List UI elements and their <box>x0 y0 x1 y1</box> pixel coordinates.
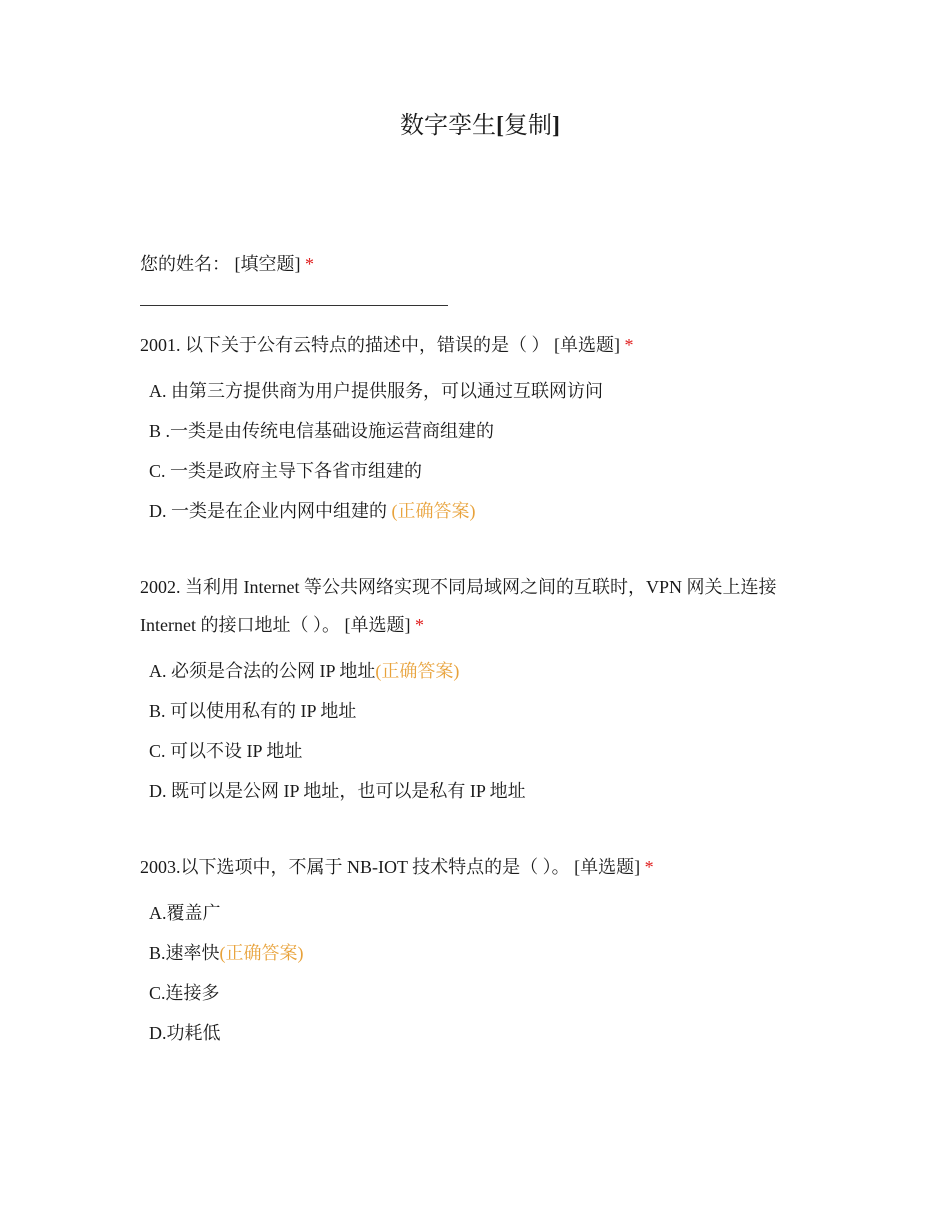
question-2003 <box>140 848 810 1053</box>
option-a[interactable] <box>149 651 810 691</box>
question-text <box>140 326 810 364</box>
question-stem: 2002. 当利用 Internet 等公共网络实现不同局域网之间的互联时，VPN 网关上连接 Internet 的接口地址（ ）。 <box>140 577 777 635</box>
option-list <box>140 371 810 531</box>
page-title <box>0 108 950 144</box>
option-list <box>140 651 810 811</box>
option-label: A.覆盖广 <box>149 903 221 923</box>
option-d[interactable] <box>149 1013 810 1053</box>
option-b[interactable] <box>149 933 810 973</box>
question-2002 <box>140 568 810 811</box>
option-label: B.速率快 <box>149 943 220 963</box>
question-type-tag: [填空题] <box>234 254 301 274</box>
option-c[interactable] <box>149 973 810 1013</box>
question-2001 <box>140 326 810 531</box>
title-suffix: 复制 <box>504 113 552 139</box>
title-main: 数字孪生 <box>400 113 496 139</box>
name-label: 您的姓名： <box>140 254 230 274</box>
option-label: C.连接多 <box>149 983 220 1003</box>
correct-answer-tag: (正确答案) <box>219 943 304 963</box>
name-question <box>140 245 810 283</box>
option-list <box>140 893 810 1053</box>
required-mark: * <box>414 615 424 635</box>
question-type-tag: [单选题] <box>554 335 620 355</box>
required-mark: * <box>305 254 314 274</box>
question-stem: 2001. 以下关于公有云特点的描述中，错误的是（ ） <box>140 335 550 355</box>
correct-answer-tag: (正确答案) <box>375 661 460 681</box>
option-c[interactable] <box>149 731 810 771</box>
option-label: A. 必须是合法的公网 IP 地址 <box>149 661 376 681</box>
option-label: C. 可以不设 IP 地址 <box>149 741 303 761</box>
question-stem: 2003.以下选项中，不属于 NB-IOT 技术特点的是（ ）。 <box>140 857 570 877</box>
option-b[interactable] <box>149 691 810 731</box>
option-label: D. 既可以是公网 IP 地址，也可以是私有 IP 地址 <box>149 781 526 801</box>
correct-answer-tag: (正确答案) <box>391 501 476 521</box>
option-a[interactable] <box>149 371 810 411</box>
option-d[interactable] <box>149 491 810 531</box>
option-label: D.功耗低 <box>149 1023 221 1043</box>
question-text <box>140 568 810 644</box>
required-mark: * <box>644 857 654 877</box>
option-b[interactable] <box>149 411 810 451</box>
option-label: B .一类是由传统电信基础设施运营商组建的 <box>149 421 495 441</box>
question-type-tag: [单选题] <box>344 615 411 635</box>
name-question-text <box>140 245 810 283</box>
question-type-tag: [单选题] <box>574 857 641 877</box>
required-mark: * <box>624 335 634 355</box>
option-c[interactable] <box>149 451 810 491</box>
option-label: D. 一类是在企业内网中组建的 <box>149 501 392 521</box>
title-bracket-close: ] <box>552 113 560 139</box>
option-a[interactable] <box>149 893 810 933</box>
option-label: C. 一类是政府主导下各省市组建的 <box>149 461 423 481</box>
option-label: A. 由第三方提供商为用户提供服务，可以通过互联网访问 <box>149 381 603 401</box>
option-label: B. 可以使用私有的 IP 地址 <box>149 701 357 721</box>
option-d[interactable] <box>149 771 810 811</box>
title-bracket-open: [ <box>496 113 504 139</box>
question-text <box>140 848 810 886</box>
name-input-line[interactable] <box>140 305 448 306</box>
